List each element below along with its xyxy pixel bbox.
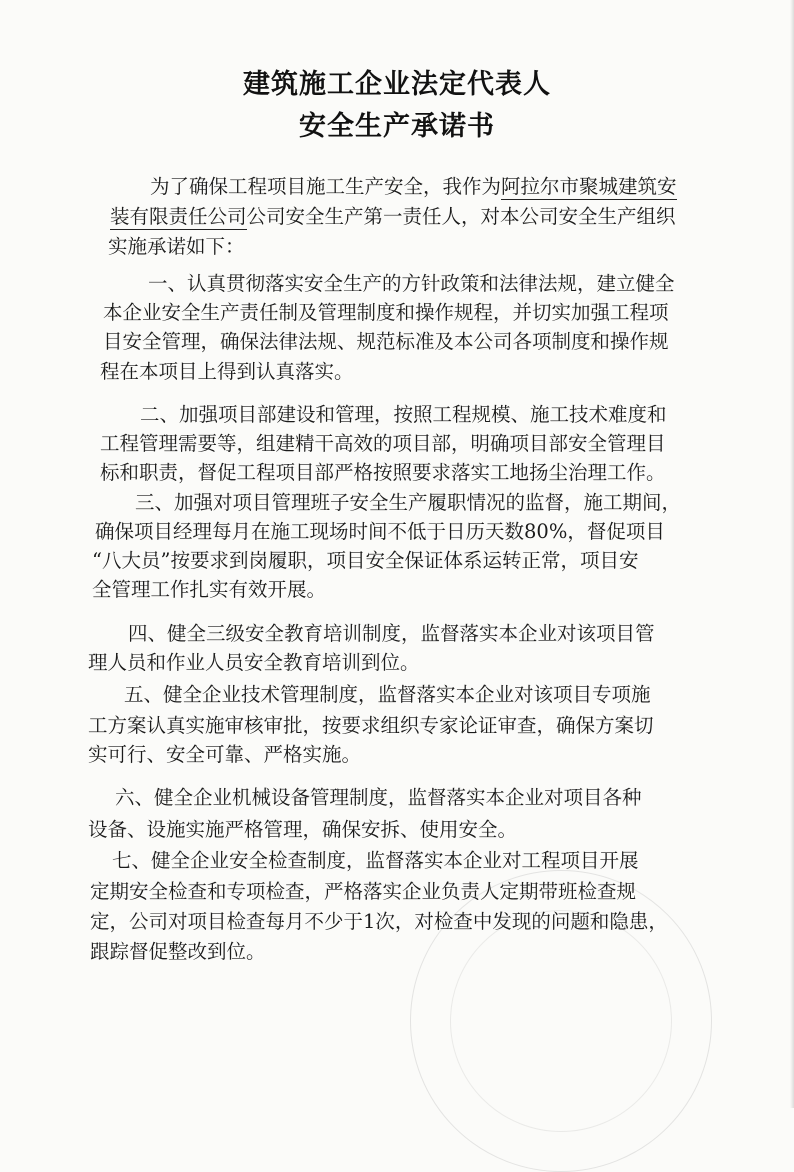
- intro-line-2: [110, 205, 676, 229]
- scan-edge-shadow: [790, 0, 794, 1108]
- clause-7-line-4: 跟踪督促整改到位。: [90, 940, 266, 963]
- document-title-line-2: 安全生产承诺书: [299, 111, 495, 142]
- clause-4-line-2: 理人员和作业人员安全教育培训到位。: [88, 651, 420, 674]
- clause-3-line-3: “八大员”按要求到岗履职，项目安全保证体系运转正常，项目安: [92, 549, 639, 572]
- clause-3-line-2: 确保项目经理每月在施工现场时间不低于日历天数80%，督促项目: [95, 520, 665, 543]
- clause-7-line-3: 定，公司对项目检查每月不少于1次，对检查中发现的问题和隐患，: [90, 910, 668, 933]
- clause-1-line-2: 本企业安全生产责任制及管理制度和操作规程，并切实加强工程项: [103, 301, 669, 324]
- clause-6-line-1: 六、健全企业机械设备管理制度，监督落实本企业对项目各种: [115, 786, 642, 809]
- clause-1-line-1: 一、认真贯彻落实安全生产的方针政策和法律法规，建立健全: [148, 272, 675, 295]
- clause-2-line-1: 二、加强项目部建设和管理，按照工程规模、施工技术难度和: [140, 403, 667, 426]
- clause-7-line-2: 定期安全检查和专项检查，严格落实企业负责人定期带班检查规: [90, 880, 637, 903]
- clause-1-line-3: 目安全管理，确保法律法规、规范标准及本公司各项制度和操作规: [103, 330, 669, 353]
- clause-5-line-1: 五、健全企业技术管理制度，监督落实本企业对该项目专项施: [124, 683, 651, 706]
- intro-text-2: 公司安全生产第一责任人，对本公司安全生产组织: [246, 205, 676, 228]
- clause-2-line-2: 工程管理需要等，组建精干高效的项目部，明确项目部安全管理目: [100, 432, 666, 455]
- clause-7-line-1: 七、健全企业安全检查制度，监督落实本企业对工程项目开展: [112, 849, 639, 872]
- document-title-line-1: 建筑施工企业法定代表人: [243, 69, 551, 100]
- clause-3-line-1: 三、加强对项目管理班子安全生产履职情况的监督，施工期间，: [135, 491, 682, 514]
- intro-line-3: 实施承诺如下：: [108, 235, 245, 258]
- clause-5-line-3: 实可行、安全可靠、严格实施。: [88, 743, 362, 766]
- clause-4-line-1: 四、健全三级安全教育培训制度，监督落实本企业对该项目管: [128, 622, 655, 645]
- clause-1-line-4: 程在本项目上得到认真落实。: [100, 360, 354, 383]
- clause-6-line-2: 设备、设施实施严格管理，确保安拆、使用安全。: [88, 818, 518, 841]
- clause-2-line-3: 标和职责，督促工程项目部严格按照要求落实工地扬尘治理工作。: [100, 461, 666, 484]
- intro-line-1: [150, 175, 677, 199]
- faint-seal-inner-ring: [450, 910, 672, 1132]
- intro-text: 为了确保工程项目施工生产安全，我作为: [150, 175, 502, 198]
- company-name-part-1: 阿拉尔市聚城建筑安: [501, 175, 677, 198]
- clause-5-line-2: 工方案认真实施审核审批，按要求组织专家论证审查，确保方案切: [88, 714, 654, 737]
- clause-3-line-4: 全管理工作扎实有效开展。: [92, 578, 327, 601]
- company-name-part-2: 装有限责任公司: [110, 205, 247, 228]
